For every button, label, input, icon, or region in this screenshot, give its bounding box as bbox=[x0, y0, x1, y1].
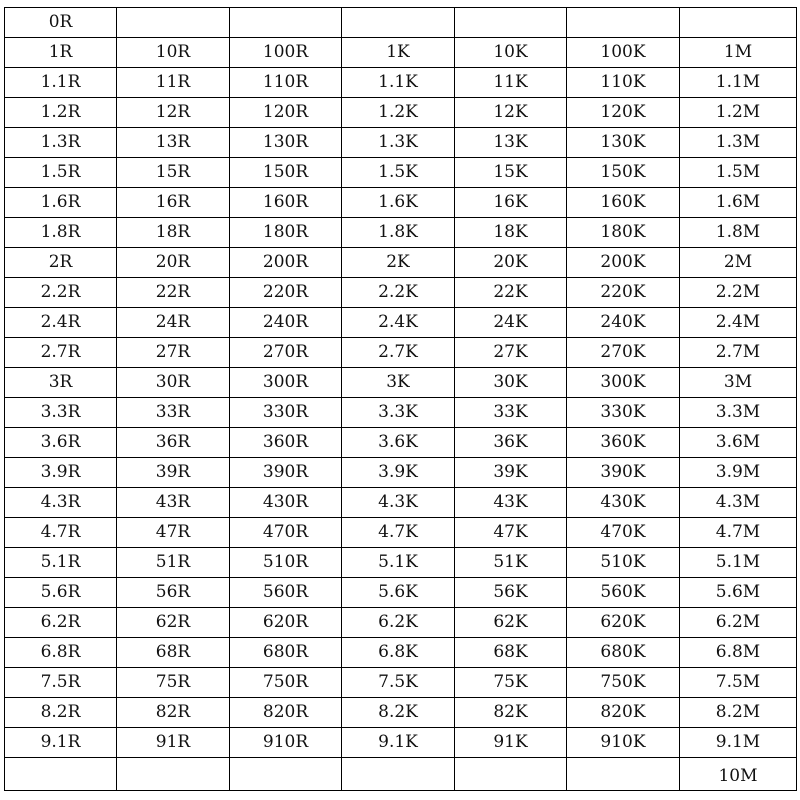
table-cell: 20K bbox=[455, 248, 567, 278]
table-cell: 1.1K bbox=[342, 68, 455, 98]
table-row bbox=[5, 728, 797, 758]
table-cell: 240K bbox=[567, 308, 680, 338]
table-cell: 33R bbox=[117, 398, 230, 428]
cell-value bbox=[5, 786, 116, 790]
table-row bbox=[5, 398, 797, 428]
table-cell: 18K bbox=[455, 218, 567, 248]
table-cell: 5.6K bbox=[342, 578, 455, 608]
table-cell: 3.3K bbox=[342, 398, 455, 428]
table-cell: 10R bbox=[117, 38, 230, 68]
table-cell bbox=[5, 758, 117, 791]
table-cell: 39K bbox=[455, 458, 567, 488]
table-cell: 360K bbox=[567, 428, 680, 458]
table-cell: 2K bbox=[342, 248, 455, 278]
table-cell: 36K bbox=[455, 428, 567, 458]
table-cell: 8.2K bbox=[342, 698, 455, 728]
table-cell: 68K bbox=[455, 638, 567, 668]
table-cell: 560R bbox=[230, 578, 342, 608]
cell-value: 10M bbox=[718, 766, 758, 786]
table-cell: 10K bbox=[455, 38, 567, 68]
table-cell bbox=[117, 758, 230, 791]
table-cell: 1.8R bbox=[5, 218, 117, 248]
table-cell: 620K bbox=[567, 608, 680, 638]
table-cell: 300K bbox=[567, 368, 680, 398]
table-cell: 3K bbox=[342, 368, 455, 398]
table-cell: 1.3K bbox=[342, 128, 455, 158]
table-cell: 56R bbox=[117, 578, 230, 608]
table-cell: 30K bbox=[455, 368, 567, 398]
table-cell: 100K bbox=[567, 38, 680, 68]
table-cell: 330R bbox=[230, 398, 342, 428]
table-cell bbox=[230, 758, 342, 791]
table-cell: 2.7K bbox=[342, 338, 455, 368]
table-cell: 1.6K bbox=[342, 188, 455, 218]
table-cell: 1.5M bbox=[680, 158, 797, 188]
table-row bbox=[5, 338, 797, 368]
table-cell: 6.2R bbox=[5, 608, 117, 638]
table-cell: 430K bbox=[567, 488, 680, 518]
table-row bbox=[5, 68, 797, 98]
table-cell: 3.3M bbox=[680, 398, 797, 428]
table-cell: 1.1R bbox=[5, 68, 117, 98]
table-cell: 3.9M bbox=[680, 458, 797, 488]
table-row bbox=[5, 548, 797, 578]
table-cell bbox=[230, 8, 342, 38]
table-row bbox=[5, 308, 797, 338]
table-cell: 120K bbox=[567, 98, 680, 128]
table-cell: 75R bbox=[117, 668, 230, 698]
resistor-value-table bbox=[4, 7, 797, 791]
table-row bbox=[5, 218, 797, 248]
table-cell: 13R bbox=[117, 128, 230, 158]
table-cell: 12K bbox=[455, 98, 567, 128]
table-cell: 24K bbox=[455, 308, 567, 338]
table-cell: 750K bbox=[567, 668, 680, 698]
table-cell: 130K bbox=[567, 128, 680, 158]
table-row bbox=[5, 488, 797, 518]
table-cell: 270R bbox=[230, 338, 342, 368]
table-cell: 7.5K bbox=[342, 668, 455, 698]
table-cell: 3.6R bbox=[5, 428, 117, 458]
table-cell: 62K bbox=[455, 608, 567, 638]
table-cell: 6.2M bbox=[680, 608, 797, 638]
table-cell: 680K bbox=[567, 638, 680, 668]
table-row bbox=[5, 248, 797, 278]
table-cell: 91R bbox=[117, 728, 230, 758]
table-cell: 43R bbox=[117, 488, 230, 518]
table-cell: 910K bbox=[567, 728, 680, 758]
table-cell: 3.6K bbox=[342, 428, 455, 458]
table-cell: 430R bbox=[230, 488, 342, 518]
cell-value bbox=[230, 786, 341, 790]
table-cell: 270K bbox=[567, 338, 680, 368]
table-cell: 200K bbox=[567, 248, 680, 278]
table-cell: 150R bbox=[230, 158, 342, 188]
table-cell: 82K bbox=[455, 698, 567, 728]
table-cell: 4.3R bbox=[5, 488, 117, 518]
table-cell: 4.3K bbox=[342, 488, 455, 518]
table-cell: 2.2M bbox=[680, 278, 797, 308]
cell-value bbox=[342, 786, 454, 790]
table-cell: 0R bbox=[5, 8, 117, 38]
table-row bbox=[5, 608, 797, 638]
table-cell: 2.4M bbox=[680, 308, 797, 338]
table-cell: 1.2M bbox=[680, 98, 797, 128]
table-cell: 27K bbox=[455, 338, 567, 368]
table-cell: 1.8K bbox=[342, 218, 455, 248]
table-cell: 8.2M bbox=[680, 698, 797, 728]
table-cell: 7.5M bbox=[680, 668, 797, 698]
table-cell: 470K bbox=[567, 518, 680, 548]
table-cell: 13K bbox=[455, 128, 567, 158]
table-cell: 7.5R bbox=[5, 668, 117, 698]
table-cell: 1.3M bbox=[680, 128, 797, 158]
table-cell: 2.7R bbox=[5, 338, 117, 368]
table-cell: 11K bbox=[455, 68, 567, 98]
table-cell bbox=[117, 8, 230, 38]
table-cell: 1.5R bbox=[5, 158, 117, 188]
table-cell: 390R bbox=[230, 458, 342, 488]
table-cell: 160R bbox=[230, 188, 342, 218]
table-cell: 15K bbox=[455, 158, 567, 188]
table-cell: 1M bbox=[680, 38, 797, 68]
table-cell bbox=[342, 758, 455, 791]
table-cell: 360R bbox=[230, 428, 342, 458]
table-cell: 18R bbox=[117, 218, 230, 248]
table-cell: 3.9R bbox=[5, 458, 117, 488]
table-cell: 6.8M bbox=[680, 638, 797, 668]
cell-value bbox=[455, 786, 566, 790]
table-cell: 1.6R bbox=[5, 188, 117, 218]
table-cell: 15R bbox=[117, 158, 230, 188]
table-cell: 1.2K bbox=[342, 98, 455, 128]
table-cell: 200R bbox=[230, 248, 342, 278]
table-cell: 330K bbox=[567, 398, 680, 428]
table-cell: 82R bbox=[117, 698, 230, 728]
table-cell: 2.4K bbox=[342, 308, 455, 338]
table-cell: 1.2R bbox=[5, 98, 117, 128]
table-row bbox=[5, 518, 797, 548]
table-cell: 820R bbox=[230, 698, 342, 728]
table-cell: 30R bbox=[117, 368, 230, 398]
table-row bbox=[5, 758, 797, 791]
table-cell: 220K bbox=[567, 278, 680, 308]
table-cell: 6.8K bbox=[342, 638, 455, 668]
table-cell bbox=[567, 8, 680, 38]
table-cell: 910R bbox=[230, 728, 342, 758]
table-cell: 510K bbox=[567, 548, 680, 578]
table-cell: 5.1M bbox=[680, 548, 797, 578]
table-cell: 680R bbox=[230, 638, 342, 668]
table-cell: 43K bbox=[455, 488, 567, 518]
table-cell: 2M bbox=[680, 248, 797, 278]
table-cell: 27R bbox=[117, 338, 230, 368]
table-cell: 62R bbox=[117, 608, 230, 638]
table-cell: 9.1K bbox=[342, 728, 455, 758]
table-cell: 110R bbox=[230, 68, 342, 98]
table-cell: 39R bbox=[117, 458, 230, 488]
table-cell bbox=[455, 758, 567, 791]
table-cell: 4.7K bbox=[342, 518, 455, 548]
table-cell: 120R bbox=[230, 98, 342, 128]
table-cell bbox=[455, 8, 567, 38]
table-cell: 3M bbox=[680, 368, 797, 398]
table-row bbox=[5, 368, 797, 398]
table-cell: 560K bbox=[567, 578, 680, 608]
table-cell: 11R bbox=[117, 68, 230, 98]
table-row bbox=[5, 38, 797, 68]
table-cell: 51K bbox=[455, 548, 567, 578]
table-cell: 4.3M bbox=[680, 488, 797, 518]
table-cell: 2.4R bbox=[5, 308, 117, 338]
table-cell: 1.5K bbox=[342, 158, 455, 188]
table-cell: 47K bbox=[455, 518, 567, 548]
table-cell: 22R bbox=[117, 278, 230, 308]
table-row bbox=[5, 638, 797, 668]
table-cell: 100R bbox=[230, 38, 342, 68]
table-cell: 68R bbox=[117, 638, 230, 668]
table-cell: 12R bbox=[117, 98, 230, 128]
table-cell: 91K bbox=[455, 728, 567, 758]
table-cell: 130R bbox=[230, 128, 342, 158]
table-cell: 9.1M bbox=[680, 728, 797, 758]
table-cell: 16K bbox=[455, 188, 567, 218]
table-row bbox=[5, 128, 797, 158]
table-cell: 6.8R bbox=[5, 638, 117, 668]
table-cell: 3.3R bbox=[5, 398, 117, 428]
table-cell bbox=[680, 8, 797, 38]
table-cell: 36R bbox=[117, 428, 230, 458]
table-cell: 8.2R bbox=[5, 698, 117, 728]
table-cell: 110K bbox=[567, 68, 680, 98]
table-cell: 750R bbox=[230, 668, 342, 698]
table-cell: 5.1K bbox=[342, 548, 455, 578]
table-row bbox=[5, 578, 797, 608]
table-cell: 75K bbox=[455, 668, 567, 698]
table-cell bbox=[567, 758, 680, 791]
cell-value bbox=[567, 786, 679, 790]
table-cell: 51R bbox=[117, 548, 230, 578]
table-cell: 6.2K bbox=[342, 608, 455, 638]
table-cell: 220R bbox=[230, 278, 342, 308]
table-cell: 56K bbox=[455, 578, 567, 608]
table-cell: 1.1M bbox=[680, 68, 797, 98]
table-cell bbox=[342, 8, 455, 38]
table-cell: 1K bbox=[342, 38, 455, 68]
table-cell: 1.6M bbox=[680, 188, 797, 218]
table-cell: 180K bbox=[567, 218, 680, 248]
table-cell: 47R bbox=[117, 518, 230, 548]
table-cell: 240R bbox=[230, 308, 342, 338]
table-cell: 180R bbox=[230, 218, 342, 248]
table-cell: 4.7M bbox=[680, 518, 797, 548]
table-row bbox=[5, 668, 797, 698]
table-cell: 160K bbox=[567, 188, 680, 218]
table-cell: 300R bbox=[230, 368, 342, 398]
table-row bbox=[5, 428, 797, 458]
table-cell: 620R bbox=[230, 608, 342, 638]
table-cell: 470R bbox=[230, 518, 342, 548]
table-cell: 2.2R bbox=[5, 278, 117, 308]
table-cell: 4.7R bbox=[5, 518, 117, 548]
table-cell: 16R bbox=[117, 188, 230, 218]
table-cell: 1.3R bbox=[5, 128, 117, 158]
table-cell: 20R bbox=[117, 248, 230, 278]
table-cell: 150K bbox=[567, 158, 680, 188]
table-cell: 820K bbox=[567, 698, 680, 728]
table-row bbox=[5, 458, 797, 488]
table-cell: 1R bbox=[5, 38, 117, 68]
table-body bbox=[5, 8, 797, 791]
table-cell: 510R bbox=[230, 548, 342, 578]
table-row bbox=[5, 188, 797, 218]
table-cell bbox=[680, 758, 797, 791]
table-cell: 2.2K bbox=[342, 278, 455, 308]
cell-value bbox=[117, 786, 229, 790]
table-cell: 22K bbox=[455, 278, 567, 308]
table-cell: 9.1R bbox=[5, 728, 117, 758]
table-cell: 5.6M bbox=[680, 578, 797, 608]
table-cell: 24R bbox=[117, 308, 230, 338]
table-cell: 1.8M bbox=[680, 218, 797, 248]
table-cell: 2R bbox=[5, 248, 117, 278]
table-cell: 3.9K bbox=[342, 458, 455, 488]
table-row bbox=[5, 278, 797, 308]
table-row bbox=[5, 698, 797, 728]
table-cell: 5.6R bbox=[5, 578, 117, 608]
table-row bbox=[5, 8, 797, 38]
table-row bbox=[5, 98, 797, 128]
table-cell: 390K bbox=[567, 458, 680, 488]
table-row bbox=[5, 158, 797, 188]
table-cell: 3R bbox=[5, 368, 117, 398]
table-cell: 2.7M bbox=[680, 338, 797, 368]
table-cell: 3.6M bbox=[680, 428, 797, 458]
table-cell: 33K bbox=[455, 398, 567, 428]
table-cell: 5.1R bbox=[5, 548, 117, 578]
